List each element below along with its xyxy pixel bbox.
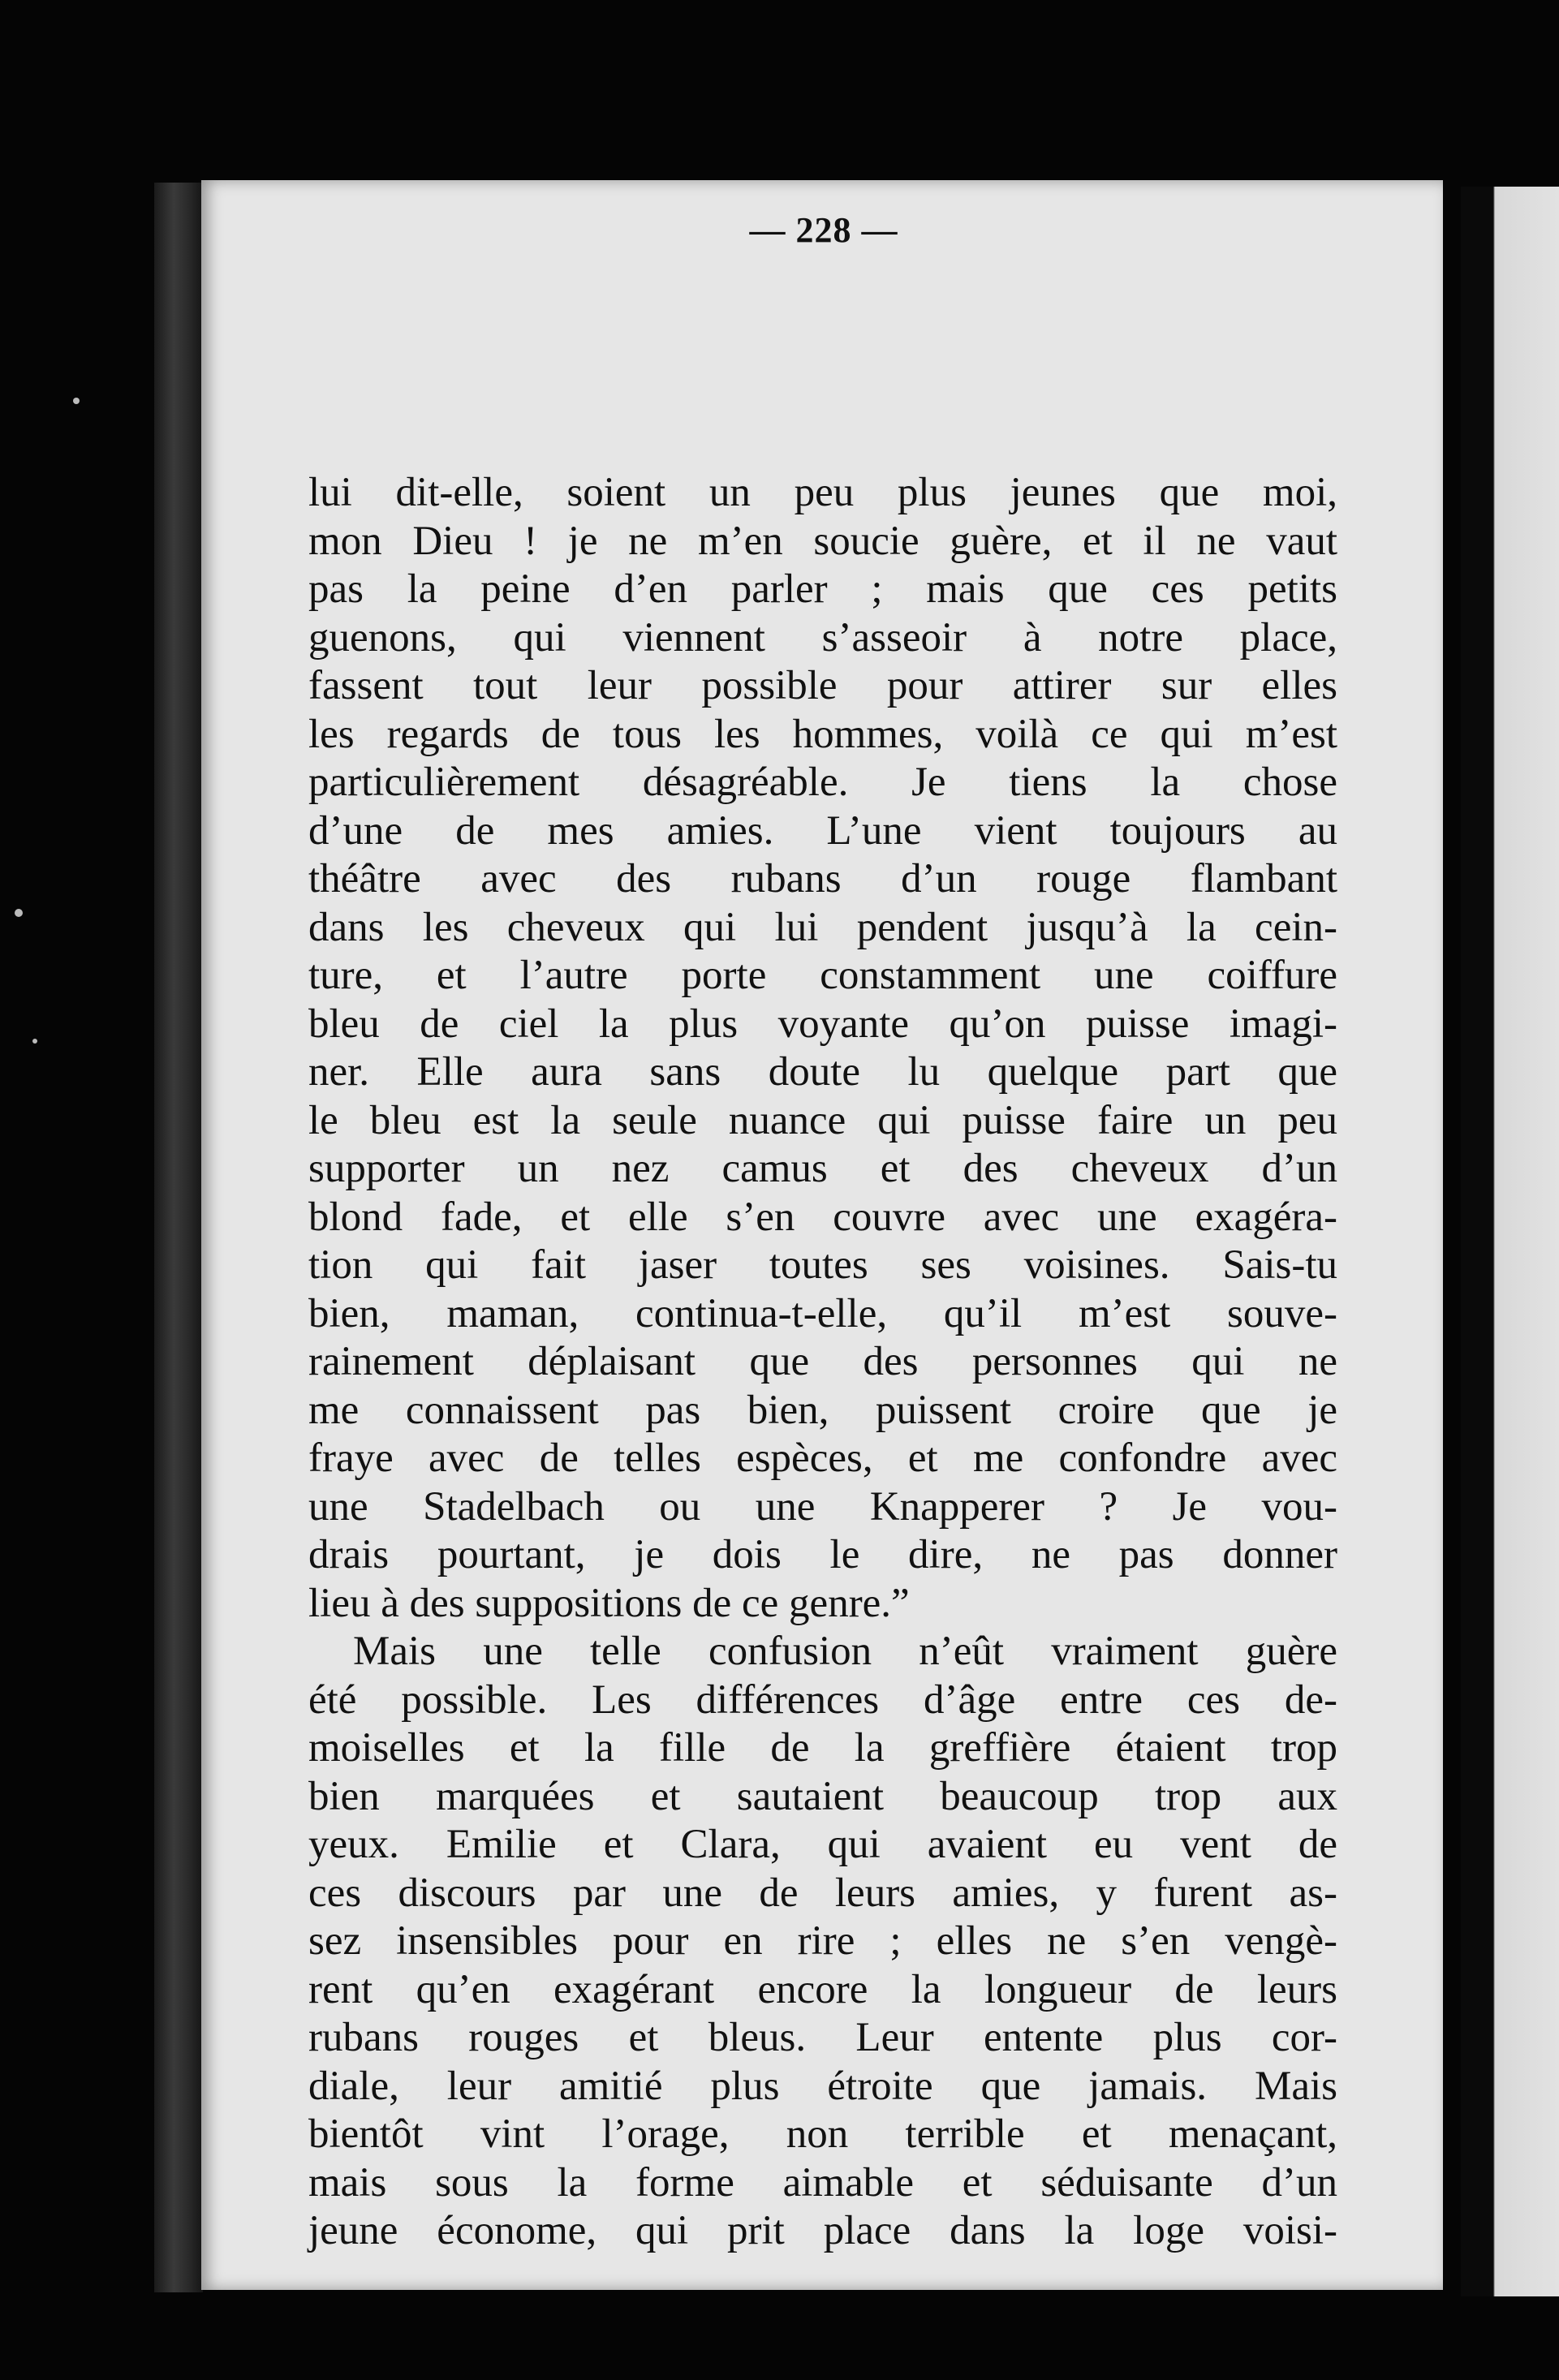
text-line: ner. Elle aura sans doute lu quelque part que — [308, 1049, 1337, 1095]
book-spine — [154, 183, 203, 2292]
text-line: mon Dieu ! je ne m’en soucie guère, et il ne vaut — [308, 518, 1337, 564]
facing-page-edge — [1461, 187, 1559, 2296]
text-line: lieu à des suppositions de ce genre.” — [308, 1580, 910, 1626]
text-line: d’une de mes amies. L’une vient toujours au — [308, 807, 1337, 854]
text-line: diale, leur amitié plus étroite que jamais. Mais — [308, 2063, 1337, 2109]
text-line: moiselles et la fille de la greffière étaient trop — [308, 1725, 1337, 1771]
text-line: supporter un nez camus et des cheveux d’un — [308, 1146, 1337, 1191]
text-line: me connaissent pas bien, puissent croire que je — [308, 1387, 1337, 1433]
text-line: lui dit-elle, soient un peu plus jeunes que moi, — [308, 470, 1337, 515]
text-line: mais sous la forme aimable et séduisante d’un — [308, 2159, 1337, 2206]
text-line: fraye avec de telles espèces, et me confondre avec — [308, 1435, 1337, 1481]
text-line: ces discours par une de leurs amies, y furent as- — [308, 1870, 1337, 1916]
scan-speck — [32, 1039, 37, 1044]
scan-speck — [15, 909, 23, 917]
text-line: tion qui fait jaser toutes ses voisines. Sais-tu — [308, 1242, 1337, 1288]
text-line: bien marquées et sautaient beaucoup trop aux — [308, 1773, 1337, 1819]
text-line: dans les cheveux qui lui pendent jusqu’à la cein- — [308, 904, 1337, 950]
text-line: drais pourtant, je dois le dire, ne pas donner — [308, 1532, 1337, 1577]
text-line: yeux. Emilie et Clara, qui avaient eu vent de — [308, 1822, 1337, 1867]
text-line: le bleu est la seule nuance qui puisse faire un peu — [308, 1097, 1337, 1143]
text-line: bientôt vint l’orage, non terrible et menaçant, — [308, 2111, 1337, 2157]
text-line: bleu de ciel la plus voyante qu’on puisse imagi- — [308, 1001, 1337, 1047]
text-line: été possible. Les différences d’âge entre ces de- — [308, 1676, 1337, 1723]
scan-speck — [73, 398, 80, 404]
text-line: Mais une telle confusion n’eût vraiment guère — [353, 1629, 1337, 1674]
text-line: rent qu’en exagérant encore la longueur de leurs — [308, 1966, 1337, 2012]
body-text — [308, 469, 1337, 2256]
text-line: particulièrement désagréable. Je tiens la chose — [308, 760, 1337, 805]
text-line: bien, maman, continua-t-elle, qu’il m’est souve- — [308, 1290, 1337, 1336]
text-line: rainement déplaisant que des personnes qui ne — [308, 1339, 1337, 1384]
text-line: jeune économe, qui prit place dans la loge voisi- — [308, 2208, 1337, 2253]
text-line: une Stadelbach ou une Knapperer ? Je vou- — [308, 1483, 1337, 1530]
text-line: blond fade, et elle s’en couvre avec une exagéra- — [308, 1194, 1337, 1240]
text-line: guenons, qui viennent s’asseoir à notre place, — [308, 614, 1337, 661]
text-line: rubans rouges et bleus. Leur entente plus cor- — [308, 2015, 1337, 2060]
text-line: sez insensibles pour en rire ; elles ne s’en vengè- — [308, 1918, 1337, 1964]
text-line: théâtre avec des rubans d’un rouge flambant — [308, 856, 1337, 902]
text-line: ture, et l’autre porte constamment une coiffure — [308, 953, 1337, 998]
text-line: pas la peine d’en parler ; mais que ces petits — [308, 566, 1337, 612]
page-number: — 228 — — [749, 210, 898, 250]
text-line: les regards de tous les hommes, voilà ce qui m’est — [308, 711, 1337, 757]
text-line: fassent tout leur possible pour attirer sur elles — [308, 663, 1337, 708]
